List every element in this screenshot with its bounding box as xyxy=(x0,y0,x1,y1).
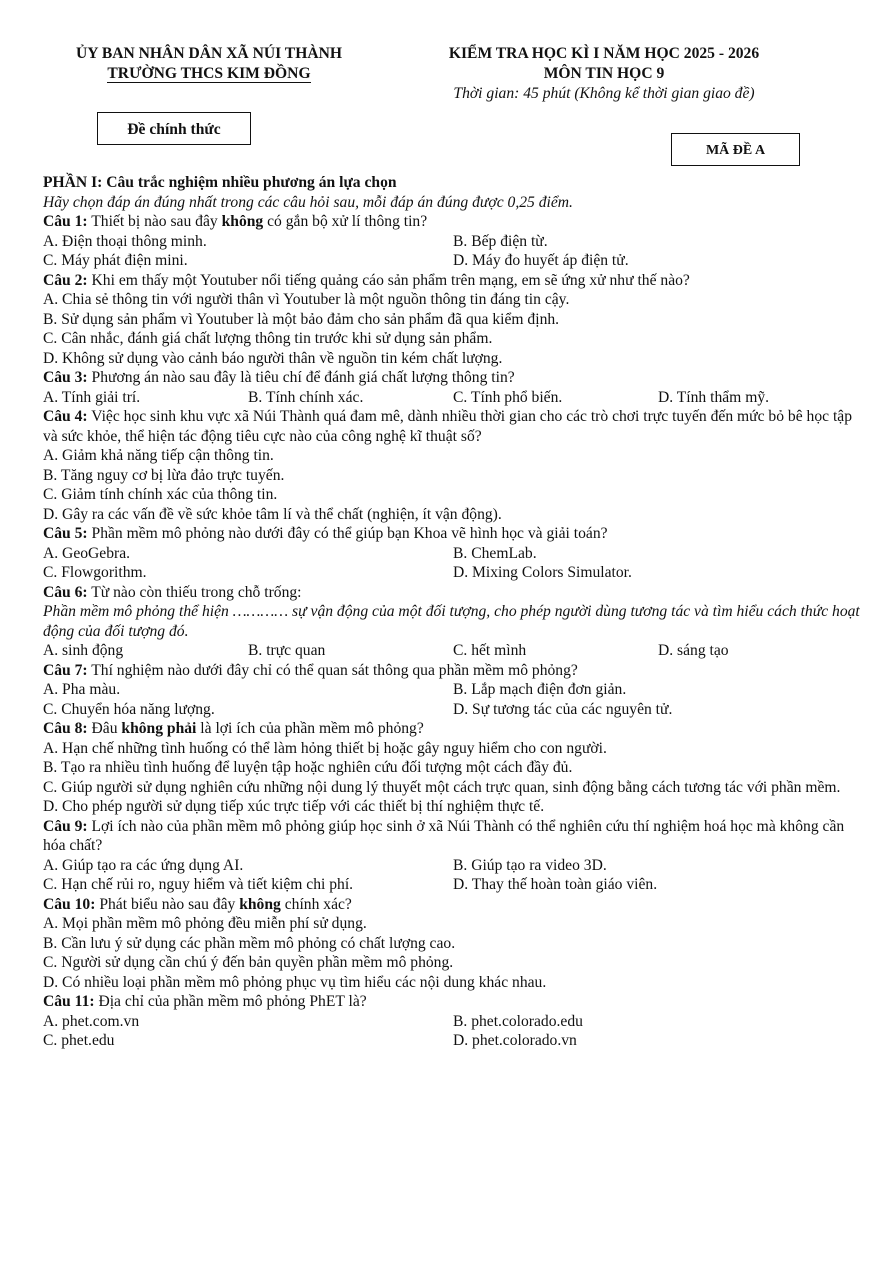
question-3 xyxy=(43,368,863,388)
option: D. Không sử dụng vào cảnh báo người thân về nguồn tin kém chất lượng. xyxy=(43,349,503,367)
options-q9 xyxy=(43,875,863,895)
option: A. Giúp tạo ra các ứng dụng AI. xyxy=(43,856,244,874)
question-text: Thí nghiệm nào dưới đây chỉ có thể quan sát thông qua phần mềm mô phỏng? xyxy=(87,661,578,679)
question-text: chính xác? xyxy=(280,895,352,913)
question-number: Câu 10: xyxy=(43,895,96,913)
question-number: Câu 9: xyxy=(43,817,88,835)
option: B. Bếp điện từ. xyxy=(453,232,548,250)
option: B. Tăng nguy cơ bị lừa đảo trực tuyến. xyxy=(43,466,285,484)
option: A. Điện thoại thông minh. xyxy=(43,232,207,250)
question-text: Lợi ích nào của phần mềm mô phỏng giúp học sinh ở xã Núi Thành có thể nghiên cứu thí nghiệm hoá học mà không cần hóa chất? xyxy=(43,817,845,854)
question-11 xyxy=(43,992,863,1012)
option: A. Tính giải trí. xyxy=(43,388,141,406)
official-exam-label: Đề chính thức xyxy=(97,112,251,145)
option: D. Có nhiều loại phần mềm mô phỏng phục vụ tìm hiểu các nội dung khác nhau. xyxy=(43,973,547,991)
options-q1 xyxy=(43,251,863,271)
option: C. Máy phát điện mini. xyxy=(43,252,188,269)
question-2 xyxy=(43,271,863,291)
option: D. Tính thẩm mỹ. xyxy=(658,388,770,406)
option: C. Cân nhắc, đánh giá chất lượng thông tin trước khi sử dụng sản phẩm. xyxy=(43,330,493,347)
option: A. phet.com.vn xyxy=(43,1012,140,1030)
question-text: Phần mềm mô phỏng nào dưới đây có thể giúp bạn Khoa vẽ hình học và giải toán? xyxy=(87,525,608,542)
question-text: Việc học sinh khu vực xã Núi Thành quá đam mê, dành nhiều thời gian cho các trò chơi trực tuyến đến mức bỏ bê học tập và sức khỏe, thể hiện tác động tiêu cực nào của công nghệ kĩ thuật số? xyxy=(43,408,852,445)
question-10 xyxy=(43,895,863,915)
option: C. Giúp người sử dụng nghiên cứu những nội dung lý thuyết một cách trực quan, sinh động bằng cách tương tác với phần mềm. xyxy=(43,778,841,796)
option: A. Giảm khả năng tiếp cận thông tin. xyxy=(43,447,274,464)
question-number: Câu 1: xyxy=(43,213,88,230)
option: C. Tính phổ biến. xyxy=(453,388,563,406)
option: A. GeoGebra. xyxy=(43,544,131,562)
option: A. Hạn chế những tình huống có thể làm hỏng thiết bị hoặc gây nguy hiểm cho con người. xyxy=(43,739,607,757)
option: C. Chuyển hóa năng lượng. xyxy=(43,700,215,718)
header-right xyxy=(398,44,810,104)
options-q9 xyxy=(43,856,863,876)
question-number: Câu 8: xyxy=(43,720,88,737)
options-q3 xyxy=(43,388,863,408)
question-9 xyxy=(43,817,863,856)
option: A. sinh động xyxy=(43,642,124,659)
part-title: PHẦN I: Câu trắc nghiệm nhiều phương án lựa chọn xyxy=(43,174,397,191)
question-emphasis: không xyxy=(221,213,264,230)
option: C. hết mình xyxy=(453,642,527,659)
option: D. phet.colorado.vn xyxy=(453,1032,577,1049)
question-6 xyxy=(43,583,863,603)
option: B. phet.colorado.edu xyxy=(453,1012,583,1030)
question-7 xyxy=(43,661,863,681)
option: B. Sử dụng sản phẩm vì Youtuber là một bảo đảm cho sản phẩm đã qua kiểm định. xyxy=(43,310,560,328)
question-number: Câu 4: xyxy=(43,408,88,425)
subject-title: MÔN TIN HỌC 9 xyxy=(543,65,665,82)
question-number: Câu 11: xyxy=(43,993,95,1010)
question-text: là lợi ích của phần mềm mô phỏng? xyxy=(196,720,424,737)
question-text: Phương án nào sau đây là tiêu chí để đánh giá chất lượng thông tin? xyxy=(87,369,515,386)
question-number: Câu 2: xyxy=(43,271,88,289)
question-6-statement: Phần mềm mô phỏng thể hiện ………… sự vận động của một đối tượng, cho phép người dùng tương tác và tìm hiểu cách thức hoạt động của đối tượng đó. xyxy=(43,603,860,640)
option: B. Tạo ra nhiều tình huống để luyện tập hoặc nghiên cứu đối tượng một cách đầy đủ. xyxy=(43,759,573,776)
options-q1 xyxy=(43,232,863,252)
exam-duration: Thời gian: 45 phút (Không kể thời gian giao đề) xyxy=(453,85,755,102)
options-q5 xyxy=(43,563,863,583)
option: D. Sự tương tác của các nguyên tử. xyxy=(453,700,673,718)
option: C. Giảm tính chính xác của thông tin. xyxy=(43,486,278,503)
option: B. trực quan xyxy=(248,642,326,659)
question-text: Địa chỉ của phần mềm mô phỏng PhET là? xyxy=(94,993,367,1010)
option: B. Giúp tạo ra video 3D. xyxy=(453,856,607,874)
question-number: Câu 7: xyxy=(43,661,88,679)
school-name: TRƯỜNG THCS KIM ĐỒNG xyxy=(107,65,311,82)
question-emphasis: không phải xyxy=(121,720,197,737)
option: D. Gây ra các vấn đề về sức khỏe tâm lí và thể chất (nghiện, ít vận động). xyxy=(43,505,502,523)
question-emphasis: không xyxy=(239,895,281,913)
question-4 xyxy=(43,407,863,446)
option: D. Mixing Colors Simulator. xyxy=(453,564,632,581)
option: D. Thay thế hoàn toàn giáo viên. xyxy=(453,876,658,893)
option: A. Pha màu. xyxy=(43,681,121,698)
question-number: Câu 3: xyxy=(43,369,88,386)
question-text: Thiết bị nào sau đây xyxy=(87,213,222,230)
question-text: có gắn bộ xử lí thông tin? xyxy=(263,213,428,230)
options-q11 xyxy=(43,1012,863,1032)
option: D. sáng tạo xyxy=(658,642,729,659)
option: C. phet.edu xyxy=(43,1032,115,1049)
option: B. ChemLab. xyxy=(453,544,537,562)
options-q7 xyxy=(43,700,863,720)
option: D. Máy đo huyết áp điện tử. xyxy=(453,252,629,269)
option: A. Chia sẻ thông tin với người thân vì Youtuber là một nguồn thông tin đáng tin cậy. xyxy=(43,291,570,308)
option: D. Cho phép người sử dụng tiếp xúc trực tiếp với các thiết bị thí nghiệm thực tế. xyxy=(43,798,545,815)
question-number: Câu 5: xyxy=(43,525,88,542)
options-q6 xyxy=(43,641,863,661)
question-number: Câu 6: xyxy=(43,583,88,601)
question-text: Phát biểu nào sau đây xyxy=(95,895,240,913)
option: B. Tính chính xác. xyxy=(248,388,364,406)
exam-code: MÃ ĐỀ A xyxy=(671,133,800,166)
exam-title: KIỂM TRA HỌC KÌ I NĂM HỌC 2025 - 2026 xyxy=(448,45,760,62)
question-8 xyxy=(43,719,863,739)
question-5 xyxy=(43,524,863,544)
option: C. Hạn chế rủi ro, nguy hiểm và tiết kiệm chi phí. xyxy=(43,876,354,893)
options-q5 xyxy=(43,544,863,564)
header-left xyxy=(30,44,388,84)
question-text: Đâu xyxy=(87,720,122,737)
option: C. Flowgorithm. xyxy=(43,564,147,581)
option: C. Người sử dụng cần chú ý đến bản quyền phần mềm mô phỏng. xyxy=(43,954,454,971)
part-instruction: Hãy chọn đáp án đúng nhất trong các câu hỏi sau, mỗi đáp án đúng được 0,25 điểm. xyxy=(43,193,573,211)
option: B. Cần lưu ý sử dụng các phần mềm mô phỏng có chất lượng cao. xyxy=(43,934,456,952)
question-text: Từ nào còn thiếu trong chỗ trống: xyxy=(87,583,302,601)
options-q11 xyxy=(43,1031,863,1051)
option: A. Mọi phần mềm mô phỏng đều miễn phí sử dụng. xyxy=(43,915,367,932)
option: B. Lắp mạch điện đơn giản. xyxy=(453,681,627,698)
authority-name: ỦY BAN NHÂN DÂN XÃ NÚI THÀNH xyxy=(76,45,342,62)
question-1 xyxy=(43,212,863,232)
question-text: Khi em thấy một Youtuber nổi tiếng quảng cáo sản phẩm trên mạng, em sẽ ứng xử như thế nào? xyxy=(87,271,690,289)
exam-body xyxy=(43,173,863,1051)
options-q7 xyxy=(43,680,863,700)
